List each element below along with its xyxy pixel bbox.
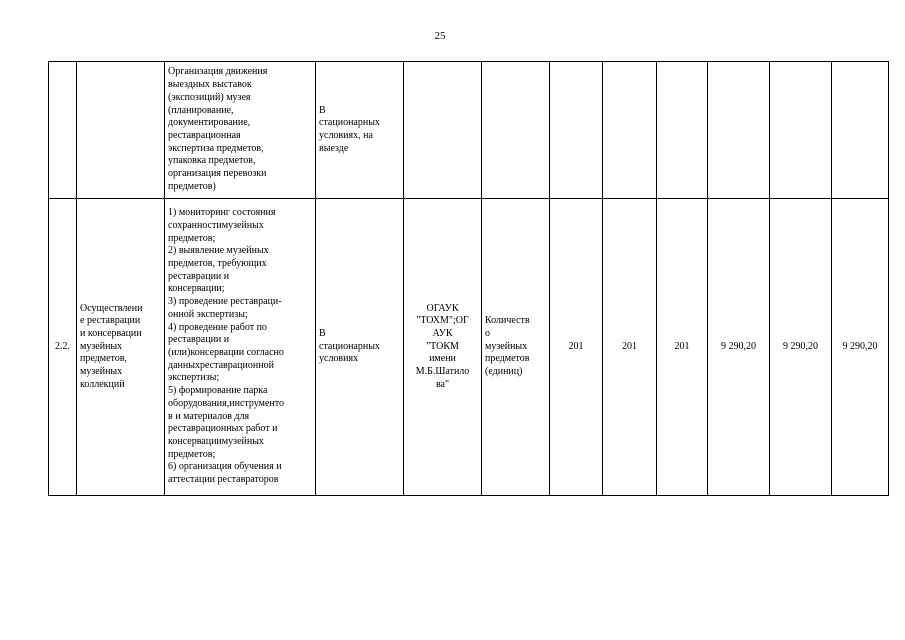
value-cell: [657, 62, 708, 199]
conditions-line: В: [319, 327, 326, 339]
content-line: Организация движения: [168, 66, 268, 78]
page-number: 25: [434, 30, 446, 42]
name-line: музейных: [80, 340, 123, 352]
name-line: предметов,: [80, 353, 127, 365]
content-line: оборудования,инструменто: [168, 397, 284, 409]
organization-line: ОГАУК: [426, 302, 459, 314]
organization-line: "ТОХМ";ОГ: [416, 315, 469, 327]
content-line: аттестации реставраторов: [168, 474, 279, 486]
name-line: коллекций: [80, 378, 125, 390]
name-line: музейных: [80, 366, 123, 378]
content-line: документирование,: [168, 117, 251, 129]
content-line: (планирование,: [168, 104, 234, 116]
value-cell: [550, 62, 603, 199]
content-line: консервациимузейных: [168, 435, 264, 447]
organization-cell: [404, 199, 482, 496]
conditions-line: условиях: [319, 353, 359, 365]
content-line: реставрационная: [168, 130, 241, 141]
content-line: организация перевозки: [168, 168, 267, 180]
content-line: реставрации и: [168, 334, 230, 346]
name-line: е реставрации: [80, 315, 141, 327]
organization-line: М.Б.Шатило: [415, 366, 470, 378]
indicator-cell: [482, 62, 550, 199]
value-cell: [770, 62, 832, 199]
indicator-line: Количеств: [485, 315, 530, 327]
row-number-cell: 2.2.: [49, 199, 77, 496]
indicator-line: музейных: [485, 340, 528, 352]
content-line: сохранностимузейных: [168, 219, 264, 231]
table-row: [49, 199, 889, 496]
value-cell: 201: [550, 199, 603, 496]
content-line: предметов): [168, 180, 216, 192]
name-line: и консервации: [80, 327, 142, 339]
content-line: экспертизы;: [168, 372, 220, 384]
conditions-cell: [316, 62, 404, 199]
indicator-line: о: [485, 327, 490, 339]
conditions-cell: [316, 199, 404, 496]
content-line: экспертиза предметов,: [168, 142, 264, 154]
content-line: консервации;: [168, 283, 225, 295]
services-table: [48, 61, 889, 496]
organization-line: АУК: [432, 327, 453, 339]
content-line: в и материалов для: [168, 410, 250, 422]
row-number-cell: [49, 62, 77, 199]
content-line: предметов;: [168, 448, 216, 460]
conditions-line: стационарных: [319, 117, 380, 129]
conditions-line: В: [319, 104, 326, 116]
name-line: Осуществлени: [80, 302, 143, 314]
content-line: 1) мониторинг состояния: [168, 207, 276, 219]
value-cell: [603, 62, 657, 199]
content-line: предметов, требующих: [168, 258, 267, 270]
content-line: реставрации и: [168, 270, 230, 282]
table-row: [49, 62, 889, 199]
content-line: 2) выявление музейных: [168, 245, 269, 257]
content-line: 5) формирование парка: [168, 385, 268, 397]
content-line: 3) проведение реставраци-: [168, 296, 282, 308]
service-name-cell: [77, 199, 165, 496]
organization-line: "ТОКМ: [426, 340, 459, 352]
content-line: упаковка предметов,: [168, 155, 256, 167]
conditions-line: условиях, на: [319, 130, 373, 141]
indicator-cell: [482, 199, 550, 496]
value-cell: 201: [657, 199, 708, 496]
value-cell: [832, 62, 889, 199]
content-line: реставрационных работ и: [168, 423, 278, 435]
organization-line: имени: [429, 353, 456, 365]
content-line: (экспозиций) музея: [168, 91, 251, 103]
content-line: (или)консервации согласно: [168, 347, 284, 358]
content-line: 4) проведение работ по: [168, 321, 267, 333]
organization-line: ва": [435, 378, 450, 390]
value-cell: 201: [603, 199, 657, 496]
content-line: выездных выставок: [168, 79, 252, 91]
value-cell: 9 290,20: [770, 199, 832, 496]
value-cell: 9 290,20: [832, 199, 889, 496]
service-content-cell: [165, 62, 316, 199]
content-line: онной экспертизы;: [168, 308, 248, 320]
value-cell: 9 290,20: [708, 199, 770, 496]
indicator-line: предметов: [485, 353, 530, 365]
conditions-line: выезде: [319, 142, 349, 154]
content-line: данныхреставрационной: [168, 359, 274, 371]
content-line: 6) организация обучения и: [168, 461, 282, 473]
service-content-cell: [165, 199, 316, 496]
organization-cell: [404, 62, 482, 199]
indicator-line: (единиц): [485, 366, 523, 378]
content-line: предметов;: [168, 232, 216, 244]
value-cell: [708, 62, 770, 199]
service-name-cell: [77, 62, 165, 199]
conditions-line: стационарных: [319, 340, 380, 352]
